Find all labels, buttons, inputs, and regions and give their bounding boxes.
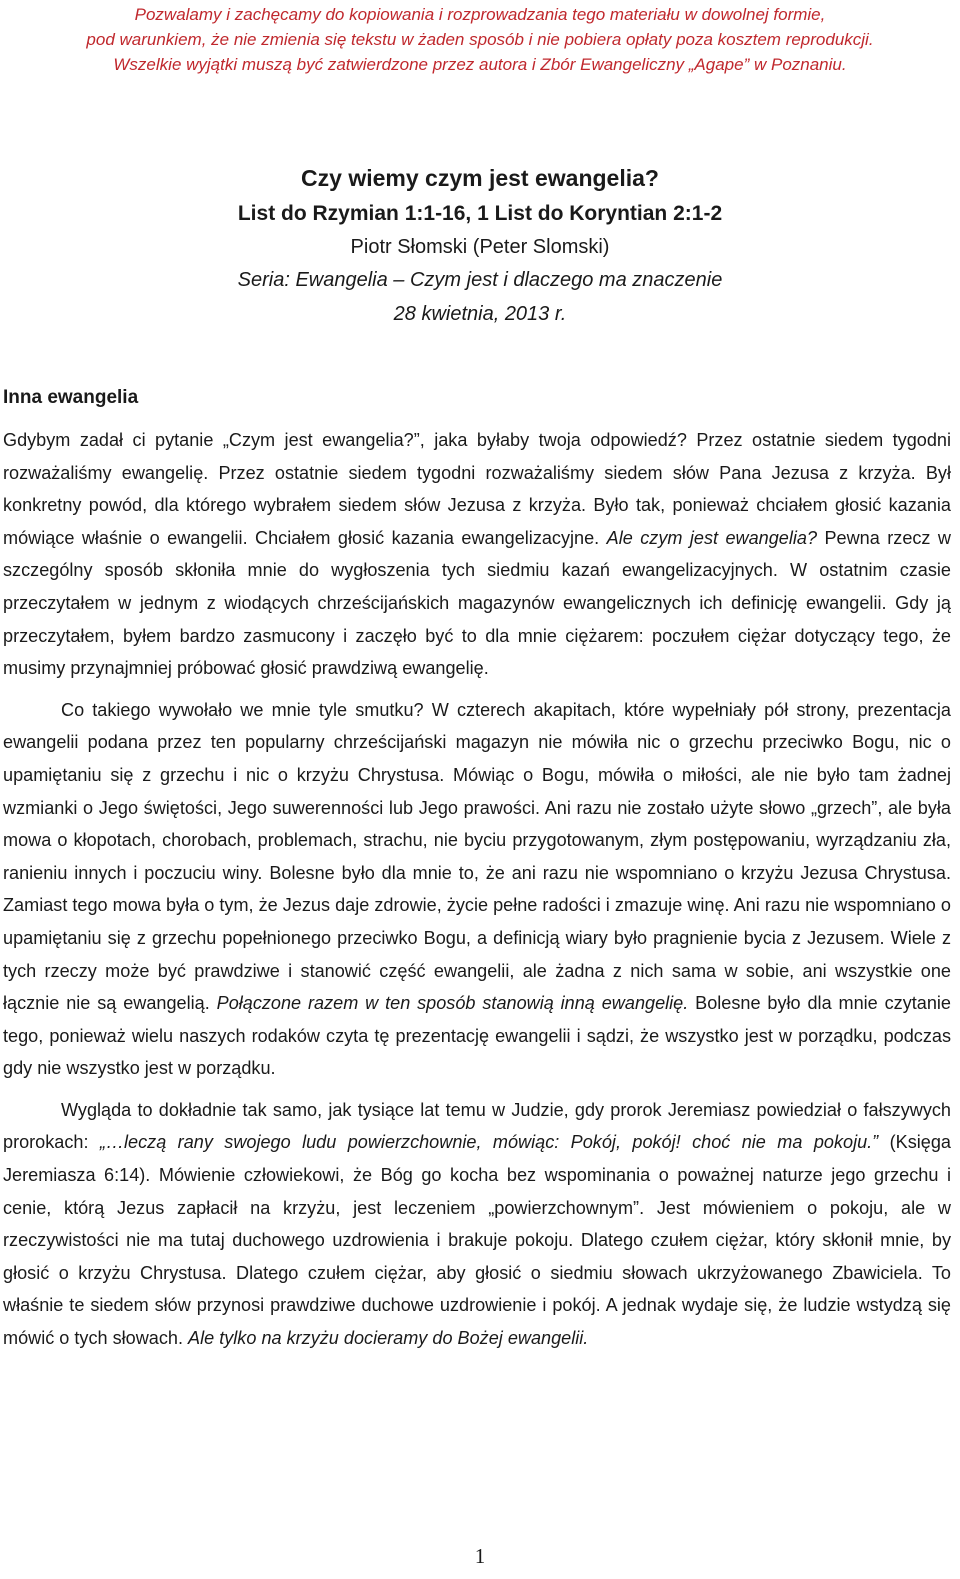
paragraph-3 (3, 1094, 951, 1355)
body-text (3, 424, 951, 1364)
author-name: Piotr Słomski (Peter Slomski) (350, 236, 610, 258)
copyright-notice (0, 2, 960, 77)
sermon-title: Czy wiemy czym jest ewangelia? (301, 165, 659, 191)
notice-line-2: pod warunkiem, że nie zmienia się tekstu w żaden sposób i nie pobiera opłaty poza kosztem reprodukcji. (86, 30, 874, 49)
paragraph-2-text-c: Bolesne było dla mnie czytanie tego, ponieważ wielu naszych rodaków czyta tę prezentację ewangelii i sądzi, że wszystko jest w porządku, podczas gdy nie wszystko jest w porządku. (3, 993, 951, 1079)
paragraph-1 (3, 424, 951, 685)
paragraph-3-text-c: (Księga Jeremiasza 6:14). Mówienie człowiekowi, że Bóg go kocha bez wspominania o poważnej naturze jego grzechu i cenie, którą Jezus zapłacił na krzyżu, jest leczeniem „powierzchownym”. Jest mówieniem o pokoju, ale w rzeczywistości nie ma tutaj duchowego uzdrowienia i brakuje pokoju. Dlatego czułem ciężar, który skłonił mnie, by głosić o krzyżu Chrystusa. Dlatego czułem ciężar, aby głosić o siedmiu słowach ukrzyżowanego Zbawiciela. To właśnie te siedem słów przynosi prawdziwe duchowe uzdrowienie i pokój. A jednak wydaje się, że ludzie wstydzą się mówić o tych słowach. (3, 1132, 951, 1349)
sermon-date: 28 kwietnia, 2013 r. (393, 303, 567, 325)
notice-line-3: Wszelkie wyjątki muszą być zatwierdzone przez autora i Zbór Ewangeliczny „Agape” w Poznaniu. (113, 55, 847, 74)
paragraph-2 (3, 694, 951, 1085)
paragraph-3-italic: Ale tylko na krzyżu docieramy do Bożej ewangelii. (188, 1328, 589, 1349)
notice-line-1: Pozwalamy i zachęcamy do kopiowania i rozprowadzania tego materiału w dowolnej formie, (134, 5, 826, 24)
paragraph-3-quote: „…leczą rany swojego ludu powierzchownie, mówiąc: Pokój, pokój! choć nie ma pokoju.” (99, 1132, 879, 1153)
paragraph-3-text-a: Wygląda to dokładnie tak samo, jak tysiące lat temu w Judzie, gdy prorok Jeremiasz powiedział o fałszywych prorokach: (3, 1099, 951, 1153)
series-name: Seria: Ewangelia – Czym jest i dlaczego ma znaczenie (237, 269, 723, 291)
paragraph-2-text-a: Co takiego wywołało we mnie tyle smutku? W czterech akapitach, które wypełniały pół strony, prezentacja ewangelii podana przez ten popularny chrześcijański magazyn nie mówiła nic o grzechu przeciwko Bogu, nic o upamiętaniu się z grzechu i nic o krzyżu Chrystusa. Mówiąc o Bogu, mówiła o miłości, ale nie było tam żadnej wzmianki o Jego świętości, Jego suwerenności lub Jego prawości. Ani razu nie zostało użyte słowo „grzech”, ale była mowa o kłopotach, chorobach, problemach, strachu, nie byciu przygotowanym, złym postępowaniu, wyrządzaniu zła, ranieniu innych i poczuciu winy. Bolesne było dla mnie to, że ani razu nie wspomniano o krzyżu Jezusa Chrystusa. Zamiast tego mowa była o tym, że Jezus daje zdrowie, życie pełne radości i zmazuje winę. Ani razu nie wspomniano o upamiętaniu się z grzechu popełnionego przeciwko Bogu, a definicją wiary było pragnienie bycia z Jezusem. Wiele z tych rzeczy może być prawdziwe i stanowić część ewangelii, ale żadna z nich sama w sobie, ani wszystkie one łącznie nie są ewangelią. (3, 699, 951, 1014)
page-number: 1 (474, 1544, 486, 1568)
scripture-reference: List do Rzymian 1:1-16, 1 List do Koryntian 2:1-2 (237, 202, 723, 225)
paragraph-2-italic: Połączone razem w ten sposób stanowią inną ewangelię. (216, 993, 689, 1014)
paragraph-1-italic: Ale czym jest ewangelia? (606, 527, 818, 548)
section-heading: Inna ewangelia (3, 387, 139, 408)
paragraph-1-text-c: Pewna rzecz w szczególny sposób skłoniła mnie do wygłoszenia tych siedmiu kazań ewangelizacyjnych. W ostatnim czasie przeczytałem w jednym z wiodących chrześcijańskich magazynów ewangelicznych ich definicję ewangelii. Gdy ją przeczytałem, byłem bardzo zasmucony i zaczęło być to dla mnie ciężarem: poczułem ciężar dotyczący tego, że musimy przynajmniej próbować głosić prawdziwą ewangelię. (3, 527, 951, 679)
paragraph-1-text-a: Gdybym zadał ci pytanie „Czym jest ewangelia?”, jaka byłaby twoja odpowiedź? Przez ostatnie siedem tygodni rozważaliśmy ewangelię. Przez ostatnie siedem tygodni rozważaliśmy siedem słów Pana Jezusa z krzyża. Był konkretny powód, dla którego wybrałem siedem słów Jezusa z krzyża. Było tak, ponieważ chciałem głosić kazania mówiące właśnie o ewangelii. Chciałem głosić kazania ewangelizacyjne. (3, 430, 951, 548)
sermon-header (0, 160, 960, 331)
